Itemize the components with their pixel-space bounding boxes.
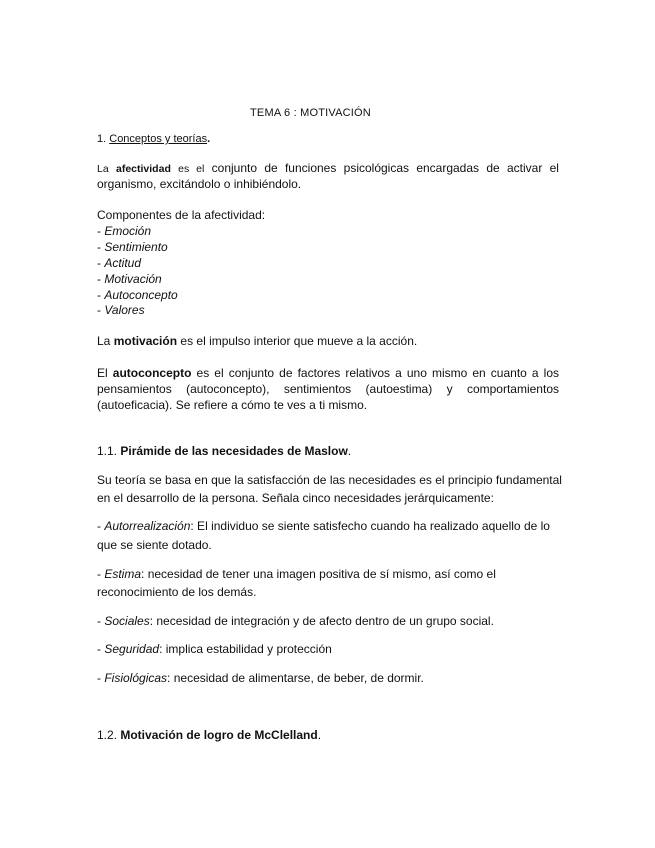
need-item-continuation: que se siente dotado.: [97, 538, 212, 552]
autoconcepto-term: autoconcepto: [112, 366, 192, 380]
need-item: - Autorrealización: El individuo se siente satisfecho cuando ha realizado aquello de lo: [97, 519, 550, 533]
maslow-intro-line-1: Su teoría se basa en que la satisfacción de las necesidades es el principio fundamental: [97, 473, 562, 487]
mcclelland-number: 1.2.: [97, 728, 118, 742]
componente-item: - Valores: [97, 303, 145, 317]
afectividad-line-2: organismo, excitándolo o inhibiéndolo.: [97, 177, 302, 191]
autoconcepto-line-2: pensamientos (autoconcepto), sentimientos (autoestima) y comportamientos: [97, 382, 559, 396]
autoconcepto-line-3: (autoeficacia). Se refiere a cómo te ves a ti mismo.: [97, 398, 368, 412]
section-1-title: Conceptos y teorías: [109, 133, 208, 145]
afectividad-es-el: es el: [178, 163, 205, 175]
maslow-intro-line-2: en el desarrollo de la persona. Señala cinco necesidades jerárquicamente:: [97, 491, 494, 505]
mcclelland-title: Motivación de logro de McClelland: [120, 728, 318, 742]
need-item: - Fisiológicas: necesidad de alimentarse, de beber, de dormir.: [97, 671, 424, 685]
mcclelland-heading: 1.2. Motivación de logro de McClelland.: [97, 728, 322, 742]
need-item: - Sociales: necesidad de integración y de afecto dentro de un grupo social.: [97, 614, 494, 628]
componente-item: - Sentimiento: [97, 240, 168, 254]
componentes-heading: Componentes de la afectividad:: [97, 208, 266, 222]
page-title: TEMA 6 : MOTIVACIÓN: [250, 107, 371, 119]
section-1-punct: .: [207, 133, 211, 145]
section-1-number: 1.: [97, 133, 107, 145]
need-item: - Seguridad: implica estabilidad y protección: [97, 642, 332, 656]
need-item-continuation: reconocimiento de los demás.: [97, 585, 257, 599]
section-1-heading: [97, 132, 210, 147]
motivacion-term: motivación: [113, 334, 178, 348]
componente-item: - Actitud: [97, 256, 142, 270]
maslow-title: Pirámide de las necesidades de Maslow: [120, 444, 348, 458]
afectividad-term: afectividad: [116, 163, 171, 175]
afectividad-prefix: La: [97, 163, 109, 175]
maslow-heading: 1.1. Pirámide de las necesidades de Maslow.: [97, 444, 352, 458]
componente-item: - Autoconcepto: [97, 288, 178, 302]
componente-item: - Emoción: [97, 224, 152, 238]
afectividad-line-1: [97, 161, 559, 177]
need-item: - Estima: necesidad de tener una imagen positiva de sí mismo, así como el: [97, 567, 496, 581]
maslow-number: 1.1.: [97, 444, 118, 458]
componente-item: - Motivación: [97, 272, 162, 286]
motivacion-definition: La motivación es el impulso interior que mueve a la acción.: [97, 334, 418, 348]
afectividad-definition: conjunto de funciones psicológicas encargadas de activar el: [211, 161, 559, 175]
autoconcepto-line-1: El autoconcepto es el conjunto de factores relativos a uno mismo en cuanto a los: [97, 366, 560, 380]
